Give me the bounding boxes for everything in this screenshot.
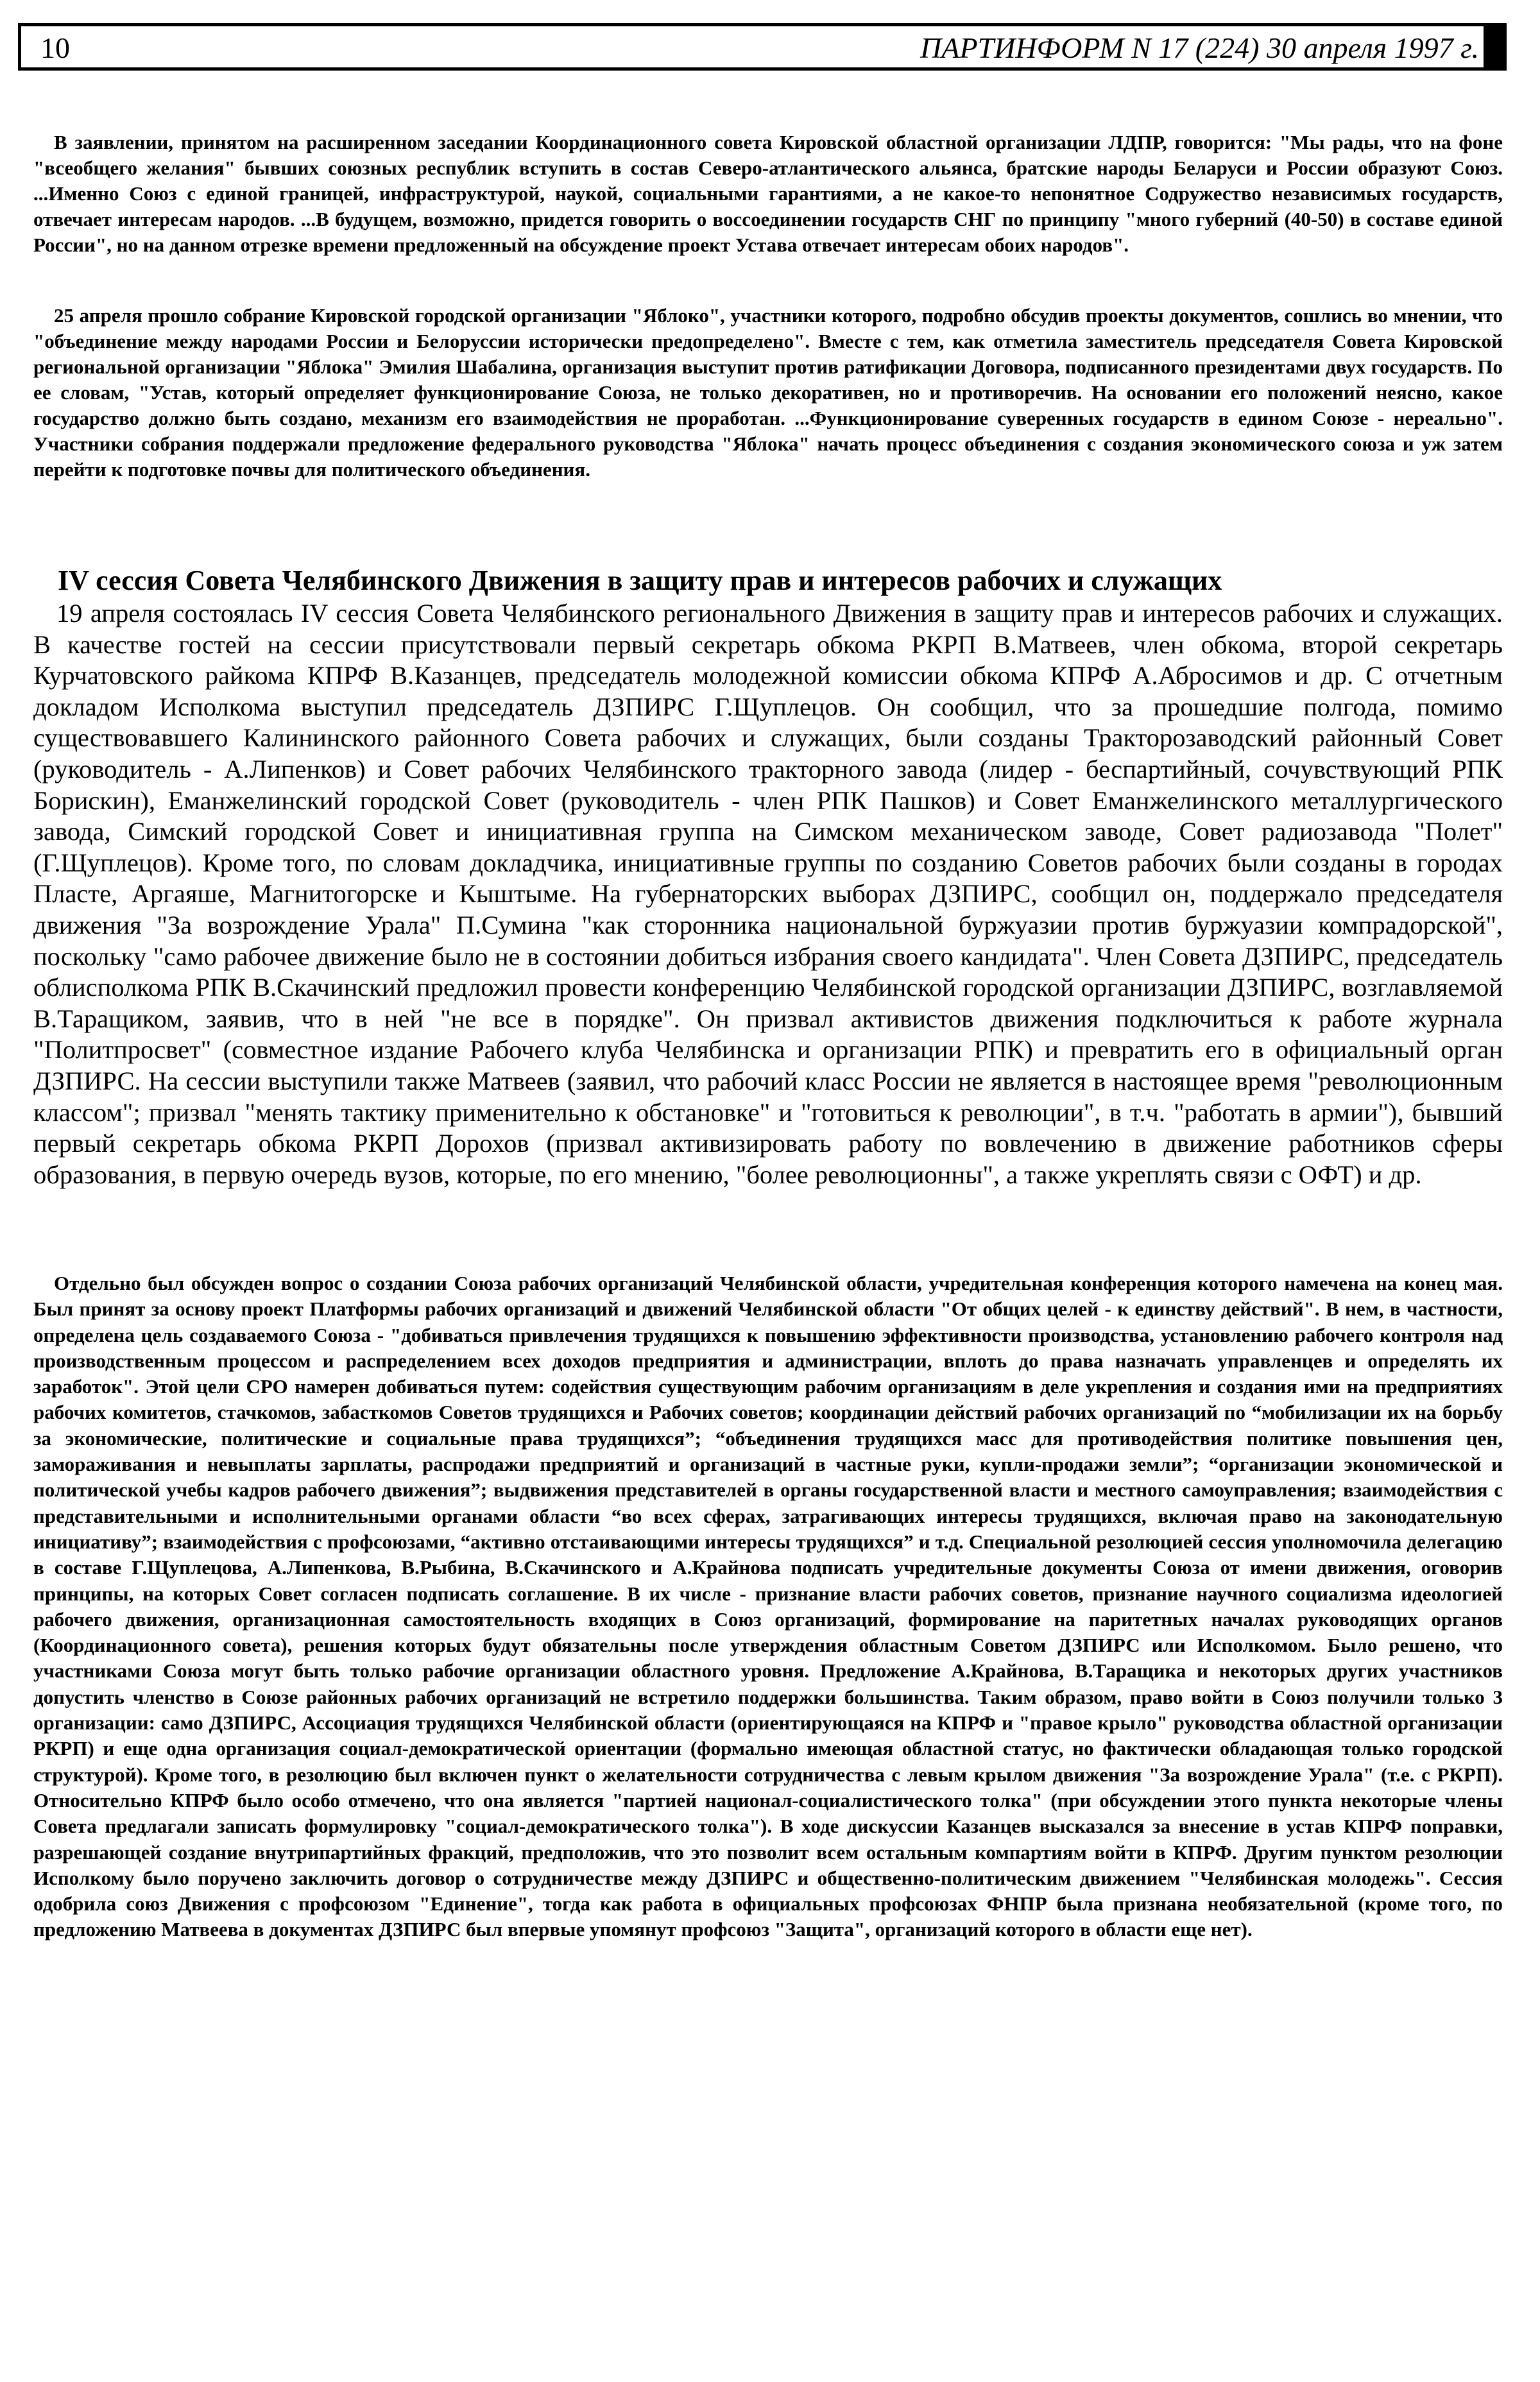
page-header — [18, 23, 1507, 71]
header-rule — [1484, 23, 1507, 71]
page-number: 10 — [40, 31, 70, 64]
session-report-paragraph: 19 апреля состоялась IV сессия Совета Челябинского регионального Движения в защиту прав и интересов рабочих и служащих. В качестве гостей на сессии присутствовали первый секретарь обкома РКРП В.Матвеев, член обкома, второй секретарь Курчатовского райкома КПРФ В.Казанцев, председатель молодежной комиссии обкома КПРФ А.Абросимов и др. С отчетным докладом Исполкома выступил председатель ДЗПИРС Г.Щуплецов. Он сообщил, что за прошедшие полгода, помимо существовавшего Калининского районного Совета рабочих и служащих, были созданы Тракторозаводский районный Совет (руководитель - А.Липенков) и Совет рабочих Челябинского тракторного завода (лидер - беспартийный, сочувствующий РПК Борискин), Еманжелинский городской Совет (руководитель - член РПК Пашков) и Совет Еманжелинского металлургического завода, Симский городской Совет и инициативная группа на Симском механическом заводе, Совет радиозавода "Полет" (Г.Щуплецов). Кроме того, по словам докладчика, инициативные группы по созданию Советов рабочих были созданы в городах Пласте, Аргаяше, Магнитогорске и Кыштыме. На губернаторских выборах ДЗПИРС, сообщил он, поддержало председателя движения "За возрождение Урала" П.Сумина "как сторонника национальной буржуазии против буржуазии компрадорской", поскольку "само рабочее движение было не в состоянии добиться избрания своего кандидата". Член Совета ДЗПИРС, председатель облисполкома РПК В.Скачинский предложил провести конференцию Челябинской городской организации ДЗПИРС, возглавляемой В.Таращиком, заявив, что в ней "не все в порядке". Он призвал активистов движения подключиться к работе журнала "Политпросвет" (совместное издание Рабочего клуба Челябинска и организации РПК) и превратить его в официальный орган ДЗПИРС. На сессии выступили также Матвеев (заявил, что рабочий класс России не является в настоящее время "революционным классом"; призвал "менять тактику применительно к обстановке" и "готовиться к революции", в т.ч. "работать в армии"), бывший первый секретарь обкома РКРП Дорохов (призвал активизировать работу по вовлечению в движение работников сферы образования, в первую очередь вузов, которые, по его мнению, "более революционны", а также укреплять связи с ОФТ) и др. — [33, 599, 1503, 1189]
union-discussion-paragraph: Отдельно был обсужден вопрос о создании Союза рабочих организаций Челябинской области, учредительная конференция которого намечена на конец мая. Был принят за основу проект Платформы рабочих организаций и движений Челябинской области "От общих целей - к единству действий". В нем, в частности, определена цель создаваемого Союза - "добиваться привлечения трудящихся к повышению эффективности производства, установлению рабочего контроля над производственным процессом и распределением всех доходов предприятия и администрации, вплоть до права назначать управленцев и определять их заработок". Этой цели СРО намерен добиваться путем: содействия существующим рабочим организациям в деле укрепления и создания ими на предприятиях рабочих комитетов, стачкомов, забасткомов Советов трудящихся и Рабочих советов; координации действий рабочих организаций по “мобилизации их на борьбу за экономические, политические и социальные права трудящихся”; “объединения трудящихся масс для противодействия политике повышения цен, замораживания и невыплаты зарплаты, распродажи предприятий и организаций в частные руки, купли-продажи земли”; “организации экономической и политической учебы кадров рабочего движения”; выдвижения представителей в органы государственной власти и местного самоуправления; взаимодействия с представительными и исполнительными органами области “во всех сферах, затрагивающих интересы трудящихся, включая право на законодательную инициативу”; взаимодействия с профсоюзами, “активно отстаивающими интересы трудящихся” и т.д. Специальной резолюцией сессия уполномочила делегацию в составе Г.Щуплецова, А.Липенкова, В.Рыбина, В.Скачинского и А.Крайнова подписать учредительные документы Союза от имени движения, оговорив принципы, на которых Совет согласен подписать соглашение. В их числе - признание власти рабочих советов, признание научного социализма идеологией рабочего движения, организационная самостоятельность входящих в Союз организаций, формирование на паритетных началах руководящих органов (Координационного совета), решения которых будут обязательны после утверждения областным Советом ДЗПИРС или Исполкомом. Было решено, что участниками Союза могут быть только рабочие организации областного уровня. Предложение А.Крайнова, В.Таращика и некоторых других участников допустить членство в Союзе районных рабочих организаций не встретило поддержки большинства. Таким образом, право войти в Союз получили только 3 организации: само ДЗПИРС, Ассоциация трудящихся Челябинской области (ориентирующаяся на КПРФ и "правое крыло" руководства областной организации РКРП) и еще одна организация социал-демократической ориентации (формально имеющая областной статус, но фактически обладающая только городской структурой). Кроме того, в резолюцию был включен пункт о желательности сотрудничества с левым крылом движения "За возрождение Урала" (т.е. с РКРП). Относительно КПРФ было особо отмечено, что она является "партией национал-социалистического толка" (при обсуждении этого пункта некоторые члены Совета предлагали записать формулировку "социал-демократического толка"). В ходе дискуссии Казанцев высказался за внесение в устав КПРФ поправки, разрешающей создание внутрипартийных фракций, предположив, что это позволит всем остальным компартиям войти в КПРФ. Другим пунктом резолюции Исполкому было поручено заключить договор о сотрудничестве между ДЗПИРС и общественно-политическим движением "Челябинская молодежь". Сессия одобрила союз Движения с профсоюзом "Единение", тогда как работа в официальных профсоюзах ФНПР была признана необязательной (кроме того, по предложению Матвеева в документах ДЗПИРС был впервые упомянут профсоюз "Защита", организаций которого в области еще нет). — [33, 1272, 1503, 1941]
yabloko-meeting-paragraph: 25 апреля прошло собрание Кировской городской организации "Яблоко", участники которого, подробно обсудив проекты документов, сошлись во мнении, что "объединение между народами России и Белоруссии исторически предопределено". Вместе с тем, как отметила заместитель председателя Совета Кировской региональной организации "Яблока" Эмилия Шабалина, организация выступит против ратификации Договора, подписанного президентами двух государств. По ее словам, "Устав, который определяет функционирование Союза, не только декоративен, но и противоречив. На основании его положений неясно, какое государство должно быть создано, механизм его взаимодействия не проработан. ...Функционирование суверенных государств в едином Союзе - нереально". Участники собрания поддержали предложение федерального руководства "Яблока" начать процесс объединения с создания экономического союза и уж затем перейти к подготовке почвы для политического объединения. — [33, 304, 1503, 481]
ldpr-statement-paragraph: В заявлении, принятом на расширенном заседании Координационного совета Кировской областной организации ЛДПР, говорится: "Мы рады, что на фоне "всеобщего желания" бывших союзных республик вступить в состав Северо-атлантического альянса, братские народы Беларуси и России образуют Союз. ...Именно Союз с единой границей, инфраструктурой, наукой, социальными гарантиями, а не какое-то непонятное Содружество независимых государств, отвечает интересам народов. ...В будущем, возможно, придется говорить о воссоединении государств СНГ по принципу "много губерний (40-50) в составе единой России", но на данном отрезке времени предложенный на обсуждение проект Устава отвечает интересам обоих народов". — [33, 131, 1503, 256]
masthead: ПАРТИНФОРМ N 17 (224) 30 апреля 1997 г. — [920, 31, 1479, 64]
section-title: IV сессия Совета Челябинского Движения в защиту прав и интересов рабочих и служащих — [58, 565, 1222, 596]
